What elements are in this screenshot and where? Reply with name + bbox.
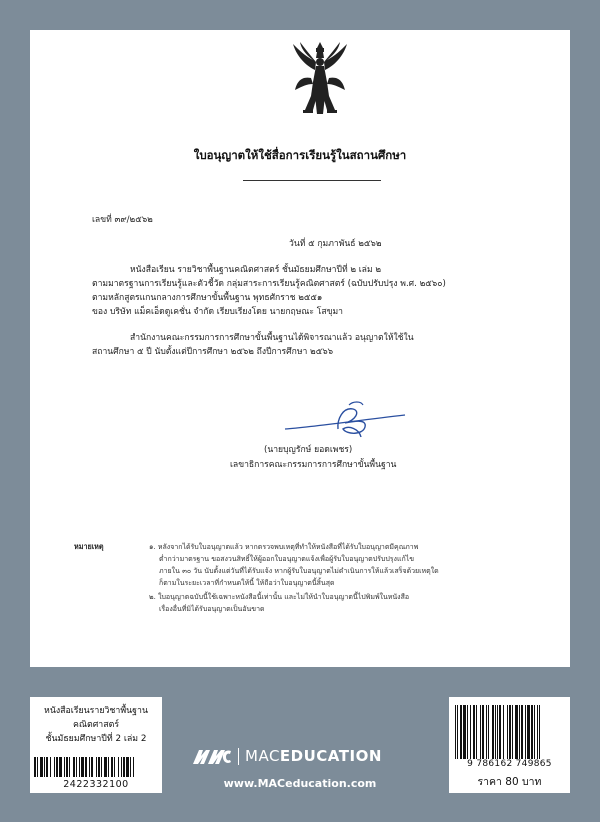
book-barcode-number: 2422332100: [63, 779, 129, 790]
mac-logo-icon: [192, 747, 232, 765]
brand-name-bold: EDUCATION: [279, 747, 382, 765]
barcode-stripe: [539, 705, 540, 759]
isbn-number: 9 786162 749865: [467, 759, 552, 769]
body-line-2: ตามมาตรฐานการเรียนรู้และตัวชี้วัด กลุ่มสาระการเรียนรู้คณิตศาสตร์ (ฉบับปรับปรุง พ.ศ. ๒๕๖๐): [92, 279, 446, 289]
note-line-1: ๑. หลังจากได้รับใบอนุญาตแล้ว หากตรวจพบเหตุที่ทำให้หนังสือที่ได้รับใบอนุญาตมีคุณภาพ: [149, 543, 419, 551]
signer-name: (นายบุญรักษ์ ยอดเพชร): [264, 445, 353, 455]
brand-name-light: MAC: [245, 747, 280, 765]
body-line-1: หนังสือเรียน รายวิชาพื้นฐานคณิตศาสตร์ ชั้นมัธยมศึกษาปีที่ ๒ เล่ม ๒: [130, 265, 382, 275]
approval-line-2: สถานศึกษา ๕ ปี นับตั้งแต่ปีการศึกษา ๒๕๖๒ ถึงปีการศึกษา ๒๕๖๖: [92, 347, 334, 357]
note-line-3: ภายใน ๓๐ วัน นับตั้งแต่วันที่ได้รับแจ้ง หากผู้รับใบอนุญาตไม่ดำเนินการให้แล้วเสร็จด้วยเหตุใด: [159, 567, 439, 575]
book-label-line-2: คณิตศาสตร์: [72, 720, 120, 730]
note-line-5: ๒. ใบอนุญาตฉบับนี้ใช้เฉพาะหนังสือนี้เท่านั้น และไม่ให้นำใบอนุญาตนี้ไปพิมพ์ในหนังสือ: [149, 593, 410, 601]
note-line-6: เรื่องอื่นที่มิได้รับอนุญาตเป็นอันขาด: [159, 605, 265, 613]
signer-position: เลขาธิการคณะกรรมการการศึกษาขั้นพื้นฐาน: [230, 460, 397, 470]
license-number: เลขที่ ๓๙/๒๕๖๒: [92, 215, 153, 225]
garuda-emblem-icon: [291, 40, 349, 118]
price-label: ราคา 80 บาท: [477, 776, 542, 788]
body-line-4: ของ บริษัท แม็คเอ็ดดูเคชั่น จำกัด เรียบเรียงโดย นายกฤษณะ โสขุมา: [92, 307, 343, 317]
book-label-line-3: ชั้นมัธยมศึกษาปีที่ 2 เล่ม 2: [45, 734, 147, 744]
issue-date: วันที่ ๕ กุมภาพันธ์ ๒๕๖๒: [289, 239, 382, 249]
license-document: [30, 30, 570, 667]
note-line-2: ต่ำกว่ามาตรฐาน ขอสงวนสิทธิ์ให้ผู้ออกใบอนุญาตแจ้งเพื่อผู้รับใบอนุญาตปรับปรุงแก้ไข: [159, 555, 415, 563]
title-divider: [243, 180, 381, 181]
isbn-barcode: [455, 705, 565, 759]
signature-image: [283, 399, 408, 441]
book-barcode: [34, 757, 158, 777]
isbn-label: [449, 697, 570, 793]
document-title: ใบอนุญาตให้ใช้สื่อการเรียนรู้ในสถานศึกษา: [193, 148, 407, 162]
body-line-3: ตามหลักสูตรแกนกลางการศึกษาขั้นพื้นฐาน พุทธศักราช ๒๕๕๑: [92, 293, 323, 303]
website-url: www.MACeducation.com: [223, 777, 377, 790]
book-label-line-1: หนังสือเรียนรายวิชาพื้นฐาน: [44, 706, 148, 716]
approval-line-1: สำนักงานคณะกรรมการการศึกษาขั้นพื้นฐานได้พิจารณาแล้ว อนุญาตให้ใช้ใน: [130, 333, 414, 343]
note-label: หมายเหตุ: [74, 542, 104, 551]
brand-logo: [192, 745, 382, 767]
note-line-4: ก็ตามในระยะเวลาที่กำหนดให้นี้ ให้ถือว่าใบอนุญาตนี้สิ้นสุด: [159, 579, 335, 587]
brand-divider: [238, 748, 239, 765]
brand-name: [245, 747, 382, 765]
barcode-stripe: [134, 757, 136, 777]
